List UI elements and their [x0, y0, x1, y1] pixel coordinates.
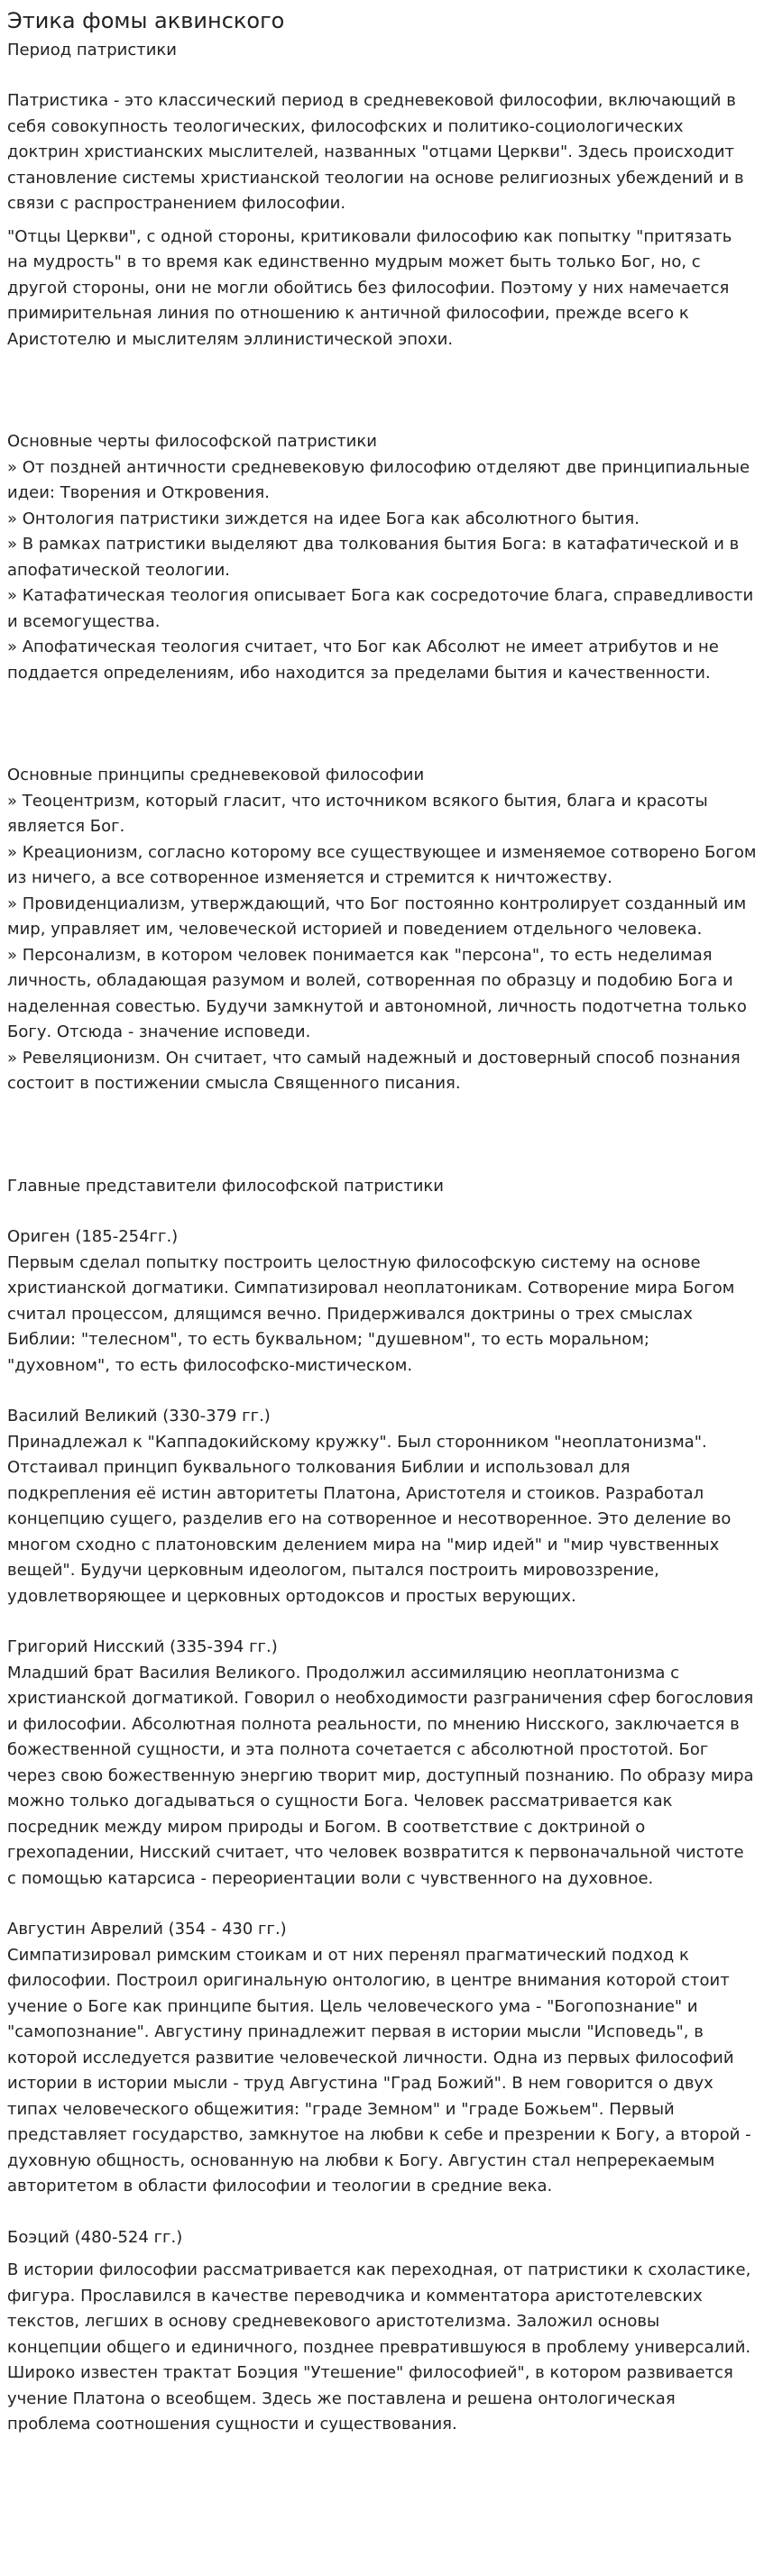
representative-basil [7, 1404, 757, 1609]
features-item: » Апофатическая теология считает, что Бог как Абсолют не имеет атрибутов и не поддается определениям, ибо находится за пределами бытия и качественности. [7, 637, 719, 683]
principles-item: » Теоцентризм, который гласит, что источником всякого бытия, блага и красоты является Бог. [7, 791, 708, 836]
representative-boethius [7, 2225, 757, 2438]
representative-name: Боэций (480-524 гг.) [7, 2227, 183, 2247]
features-item: » Катафатическая теология описывает Бога как сосредоточие блага, справедливости и всемогущества. [7, 586, 754, 631]
spacer [7, 217, 757, 225]
intro-paragraph-2: "Отцы Церкви", с одной стороны, критиковали философию как попытку "притязать на мудрость" в то время как единственно мудрым может быть только Бог, но, с другой стороны, они не могли обойтись без философии. Поэтому у них намечается примирительная линия по отношению к античной философии, прежде всего к Аристотелю и мыслителям эллинистической эпохи. [7, 226, 732, 349]
spacer [7, 686, 757, 763]
principles-item: » Ревеляционизм. Он считает, что самый надежный и достоверный способ познания состоит в постижении смысла Священного писания. [7, 1048, 741, 1093]
section-subtitle: Период патристики [7, 41, 177, 60]
representative-name: Григорий Нисский (335-394 гг.) [7, 1637, 278, 1656]
spacer [7, 1379, 757, 1404]
features-item: » В рамках патристики выделяют два толкования бытия Бога: в катафатической и в апофатической теологии. [7, 535, 740, 580]
representative-text: Принадлежал к "Каппадокийскому кружку". Был сторонником "неоплатонизма". Отстаивал принцип буквального толкования Библии и использовал для подкрепления её истин авторитеты Платона, Аристотеля и стоиков. Разработал концепцию сущего, разделив его на сотворенное и несотворенное. Это деление во многом сходно с платоновским делением мира на "мир идей" и "мир чувственных вещей". Будучи церковным идеологом, пытался построить мировоззрение, удовлетворяющее и церковных ортодоксов и простых верующих. [7, 1432, 732, 1606]
representative-text: В истории философии рассматривается как переходная, от патристики к схоластике, фигура. Прославился в качестве переводчика и комментатора аристотелевских текстов, легших в основу средневекового аристотелизма. Заложил основы концепции общего и единичного, позднее превратившуюся в проблему универсалий. Широко известен трактат Боэция "Утешение" философией", в котором развивается учение Платона о всеобщем. Здесь же поставлена и решена онтологическая проблема соотношения сущности и существования. [7, 2260, 751, 2434]
representative-gregory [7, 1635, 757, 1892]
principles-item: » Креационизм, согласно которому все существующее и изменяемое сотворено Богом из ничего, а все сотворенное изменяется и стремится к ничтожеству. [7, 842, 757, 887]
representative-name: Августин Аврелий (354 - 430 гг.) [7, 1920, 287, 1939]
representative-augustine [7, 1917, 757, 2200]
features-item: » Онтология патристики зиждется на идее Бога как абсолютного бытия. [7, 509, 640, 528]
features-heading: Основные черты философской патристики [7, 432, 377, 451]
spacer [7, 1199, 757, 1224]
principles-section [7, 763, 757, 1097]
representatives-section [7, 1174, 757, 2438]
spacer [7, 2200, 757, 2225]
spacer [7, 1892, 757, 1917]
principles-heading: Основные принципы средневековой философии [7, 765, 425, 784]
representative-text: Первым сделал попытку построить целостную философскую систему на основе христианской догматики. Симпатизировал неоплатоникам. Сотворение мира Богом считал процессом, длящимся вечно. Придерживался доктрины о трех смыслах Библии: "телесном", то есть буквальном; "душевном", то есть моральном; "духовном", то есть философско-мистическом. [7, 1252, 735, 1375]
representative-origen [7, 1224, 757, 1379]
intro-paragraph-1: Патристика - это классический период в средневековой философии, включающий в себя совокупность теологических, философских и политико-социологических доктрин христианских мыслителей, названных "отцами Церкви". Здесь происходит становление системы христианской теологии на основе религиозных убеждений и в связи с распространением философии. [7, 91, 744, 213]
features-section [7, 429, 757, 686]
representative-name: Ориген (185-254гг.) [7, 1227, 179, 1246]
representative-name: Василий Великий (330-379 гг.) [7, 1407, 271, 1426]
spacer [7, 1609, 757, 1635]
spacer [7, 63, 757, 88]
spacer [7, 1097, 757, 1174]
representatives-heading: Главные представители философской патристики [7, 1176, 444, 1196]
spacer [7, 353, 757, 429]
principles-item: » Провиденциализм, утверждающий, что Бог постоянно контролирует созданный им мир, управляет им, человеческой историей и поведением отдельного человека. [7, 894, 747, 939]
representative-text: Симпатизировал римским стоикам и от них перенял прагматический подход к философии. Построил оригинальную онтологию, в центре внимания которой стоит учение о Боге как принципе бытия. Цель человеческого ума - "Богопознание" и "самопознание". Августину принадлежит первая в истории мысли "Исповедь", в которой исследуется развитие человеческой личности. Одна из первых философий истории в истории мысли - труд Августина "Град Божий". В нем говорится о двух типах человеческого общежития: "граде Земном" и "граде Божьем". Первый представляет государство, замкнутое на любви к себе и презрении к Богу, а второй - духовную общность, основанную на любви к Богу. Августин стал непререкаемым авторитетом в области философии и теологии в средние века. [7, 1945, 751, 2196]
representative-text: Младший брат Василия Великого. Продолжил ассимиляцию неоплатонизма с христианской догматикой. Говорил о необходимости разграничения сфер богословия и философии. Абсолютная полнота реальности, по мнению Нисского, заключается в божественной сущности, и эта полнота сочетается с абсолютной простотой. Бог через свою божественную энергию творит мир, доступный познанию. По образу мира можно только догадываться о сущности Бога. Человек рассматривается как посредник между миром природы и Богом. В соответствие с доктриной о грехопадении, Нисский считает, что человек возвратится к первоначальной чистоте с помощью катарсиса - переориентации воли с чувственного на духовное. [7, 1663, 754, 1888]
page-title: Этика фомы аквинского [7, 8, 285, 33]
spacer [7, 2251, 757, 2258]
features-item: » От поздней античности средневековую философию отделяют две принципиальные идеи: Творения и Откровения. [7, 457, 750, 502]
principles-item: » Персонализм, в котором человек понимается как "персона", то есть неделимая личность, обладающая разумом и волей, сотворенная по образцу и подобию Бога и наделенная совестью. Будучи замкнутой и автономной, личность подотчетна только Богу. Отсюда - значение исповеди. [7, 945, 747, 1041]
